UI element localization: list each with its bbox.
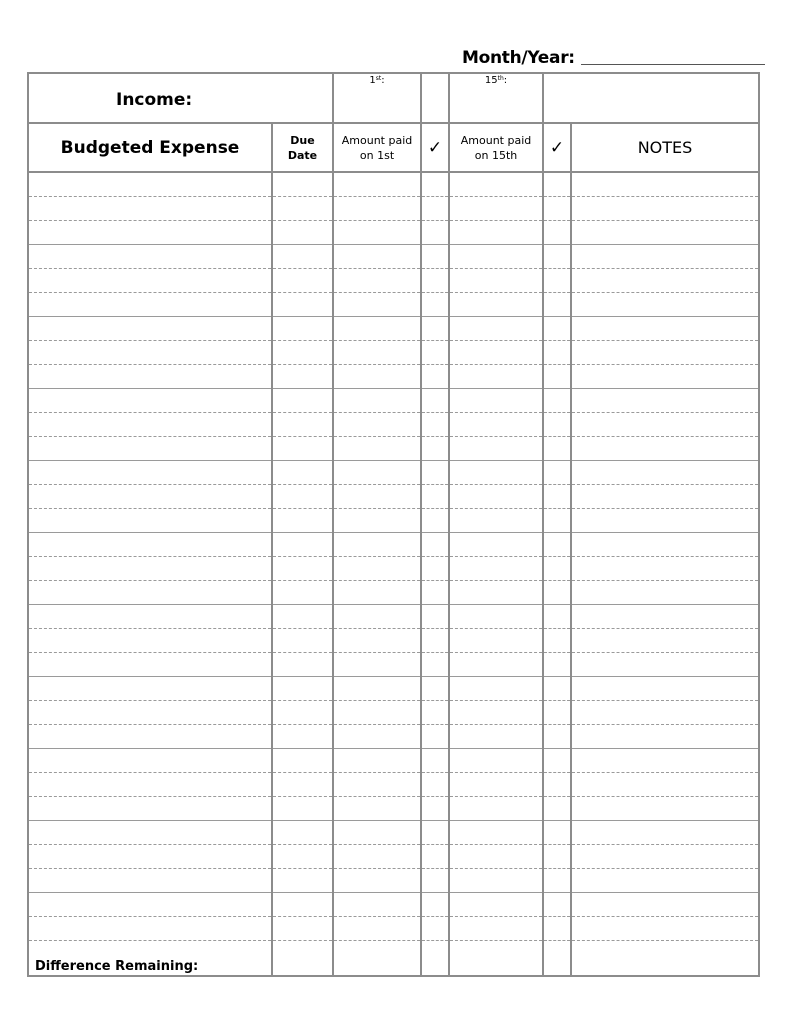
income-first-colon: :	[381, 75, 385, 86]
amount-1st-cell[interactable]	[333, 772, 421, 796]
check-15th-cell[interactable]	[543, 532, 571, 556]
check-1st-cell[interactable]	[421, 292, 449, 316]
expense-cell[interactable]	[28, 532, 272, 556]
due-date-cell[interactable]	[272, 388, 333, 412]
expense-cell[interactable]	[28, 196, 272, 220]
notes-cell[interactable]	[571, 940, 759, 976]
amount-15th-cell[interactable]	[449, 196, 543, 220]
table-row	[28, 628, 759, 652]
notes-cell[interactable]	[571, 748, 759, 772]
expense-cell[interactable]	[28, 556, 272, 580]
amount-1st-cell[interactable]	[333, 676, 421, 700]
check-1st-cell[interactable]	[421, 868, 449, 892]
check-1st-cell[interactable]	[421, 844, 449, 868]
amount-15th-cell[interactable]	[449, 580, 543, 604]
due-date-cell[interactable]	[272, 412, 333, 436]
expense-cell[interactable]	[28, 484, 272, 508]
expense-cell[interactable]	[28, 628, 272, 652]
due-date-cell[interactable]	[272, 604, 333, 628]
check-1st-cell[interactable]	[421, 940, 449, 976]
notes-cell[interactable]	[571, 604, 759, 628]
due-date-cell[interactable]	[272, 724, 333, 748]
table-row	[28, 820, 759, 844]
check-1st-cell[interactable]	[421, 316, 449, 340]
notes-cell[interactable]	[571, 652, 759, 676]
check-1st-cell[interactable]	[421, 532, 449, 556]
notes-cell[interactable]	[571, 244, 759, 268]
amount-15th-cell[interactable]	[449, 772, 543, 796]
due-date-cell[interactable]	[272, 508, 333, 532]
due-date-cell[interactable]	[272, 676, 333, 700]
income-first-suffix: st	[375, 75, 382, 82]
due-date-cell[interactable]	[272, 340, 333, 364]
check-15th-cell[interactable]	[543, 820, 571, 844]
expense-cell[interactable]	[28, 772, 272, 796]
check-15th-cell[interactable]	[543, 412, 571, 436]
table-row	[28, 292, 759, 316]
amount-1st-cell[interactable]	[333, 532, 421, 556]
check-15th-cell[interactable]	[543, 268, 571, 292]
check-1st-cell[interactable]	[421, 244, 449, 268]
amount-15th-cell[interactable]	[449, 940, 543, 976]
check-15th-cell[interactable]	[543, 724, 571, 748]
check-1st-cell[interactable]	[421, 364, 449, 388]
due-date-cell[interactable]	[272, 172, 333, 196]
col-budgeted-expense: Budgeted Expense	[28, 123, 272, 172]
due-date-cell[interactable]	[272, 868, 333, 892]
check-15th-cell[interactable]	[543, 436, 571, 460]
income-label: Income:	[116, 90, 193, 110]
col-amount-paid-1st	[333, 123, 421, 172]
amount-15th-cell[interactable]	[449, 460, 543, 484]
table-row	[28, 796, 759, 820]
amount-15th-cell[interactable]	[449, 916, 543, 940]
due-date-cell[interactable]	[272, 580, 333, 604]
expense-cell[interactable]	[28, 268, 272, 292]
check-15th-cell[interactable]	[543, 556, 571, 580]
table-row	[28, 724, 759, 748]
check-1st-cell[interactable]	[421, 460, 449, 484]
check-15th-cell[interactable]	[543, 796, 571, 820]
check-15th-cell[interactable]	[543, 388, 571, 412]
amount-15th-cell[interactable]	[449, 436, 543, 460]
amount-15th-cell[interactable]	[449, 868, 543, 892]
income-fifteenth-colon: :	[503, 75, 508, 86]
table-row	[28, 484, 759, 508]
check-1st-cell[interactable]	[421, 268, 449, 292]
amount-15th-cell[interactable]	[449, 796, 543, 820]
check-15th-cell[interactable]	[543, 508, 571, 532]
due-date-cell[interactable]	[272, 292, 333, 316]
check-15th-cell[interactable]	[543, 196, 571, 220]
notes-cell[interactable]	[571, 316, 759, 340]
due-date-cell[interactable]	[272, 796, 333, 820]
check-15th-cell[interactable]	[543, 604, 571, 628]
amount-15th-cell[interactable]	[449, 820, 543, 844]
table-row	[28, 772, 759, 796]
amount-15th-cell[interactable]	[449, 364, 543, 388]
check-15th-cell[interactable]	[543, 748, 571, 772]
notes-cell[interactable]	[571, 772, 759, 796]
col-amount-paid-15th	[449, 123, 543, 172]
expense-cell[interactable]	[28, 892, 272, 916]
amount-15th-cell[interactable]	[449, 292, 543, 316]
amount-15th-cell[interactable]	[449, 700, 543, 724]
amount-1st-cell[interactable]	[333, 796, 421, 820]
check-1st-cell[interactable]	[421, 796, 449, 820]
check-15th-cell[interactable]	[543, 652, 571, 676]
notes-cell[interactable]	[571, 412, 759, 436]
amount-1st-cell[interactable]	[333, 652, 421, 676]
check-15th-cell[interactable]	[543, 844, 571, 868]
amount-1st-cell[interactable]	[333, 628, 421, 652]
income-spacer-cell	[421, 73, 449, 123]
expense-cell[interactable]	[28, 292, 272, 316]
month-year-field	[462, 44, 765, 68]
expense-cell[interactable]	[28, 340, 272, 364]
col-notes: NOTES	[571, 123, 759, 172]
check-15th-cell[interactable]	[543, 868, 571, 892]
table-row	[28, 748, 759, 772]
difference-row	[28, 940, 759, 976]
amount-1st-cell[interactable]	[333, 940, 421, 976]
notes-cell[interactable]	[571, 676, 759, 700]
amount-15th-cell[interactable]	[449, 316, 543, 340]
notes-cell[interactable]	[571, 580, 759, 604]
amount-15th-cell[interactable]	[449, 484, 543, 508]
check-15th-cell[interactable]	[543, 484, 571, 508]
notes-cell[interactable]	[571, 292, 759, 316]
col-amount-paid-15th-line1: Amount paid	[460, 133, 532, 147]
notes-cell[interactable]	[571, 388, 759, 412]
due-date-cell[interactable]	[272, 844, 333, 868]
check-1st-cell[interactable]	[421, 484, 449, 508]
check-1st-cell[interactable]	[421, 820, 449, 844]
amount-15th-cell[interactable]	[449, 532, 543, 556]
check-mark-icon: ✓	[421, 123, 449, 172]
amount-15th-cell[interactable]	[449, 652, 543, 676]
check-1st-cell[interactable]	[421, 508, 449, 532]
expense-cell[interactable]	[28, 604, 272, 628]
expense-cell[interactable]	[28, 412, 272, 436]
expense-cell[interactable]	[28, 700, 272, 724]
notes-cell[interactable]	[571, 868, 759, 892]
table-row	[28, 412, 759, 436]
due-date-cell[interactable]	[272, 460, 333, 484]
table-row	[28, 676, 759, 700]
table-row	[28, 532, 759, 556]
difference-remaining-label: Difference Remaining:	[28, 940, 272, 976]
check-1st-cell[interactable]	[421, 220, 449, 244]
amount-1st-cell[interactable]	[333, 604, 421, 628]
check-15th-cell[interactable]	[543, 676, 571, 700]
col-amount-paid-1st-line2: on 1st	[359, 148, 395, 162]
table-row	[28, 700, 759, 724]
check-15th-cell[interactable]	[543, 220, 571, 244]
col-due-date-line2: Date	[287, 148, 318, 162]
notes-cell[interactable]	[571, 484, 759, 508]
amount-1st-cell[interactable]	[333, 196, 421, 220]
due-date-cell[interactable]	[272, 220, 333, 244]
check-1st-cell[interactable]	[421, 604, 449, 628]
notes-cell[interactable]	[571, 268, 759, 292]
amount-1st-cell[interactable]	[333, 844, 421, 868]
amount-1st-cell[interactable]	[333, 220, 421, 244]
table-row	[28, 580, 759, 604]
notes-cell[interactable]	[571, 196, 759, 220]
check-15th-cell[interactable]	[543, 772, 571, 796]
notes-cell[interactable]	[571, 844, 759, 868]
expense-cell[interactable]	[28, 220, 272, 244]
check-1st-cell[interactable]	[421, 340, 449, 364]
amount-1st-cell[interactable]	[333, 916, 421, 940]
income-row	[28, 73, 759, 123]
notes-cell[interactable]	[571, 916, 759, 940]
col-due-date-line1: Due	[290, 133, 315, 147]
check-15th-cell[interactable]	[543, 700, 571, 724]
due-date-cell[interactable]	[272, 556, 333, 580]
due-date-cell[interactable]	[272, 484, 333, 508]
check-1st-cell[interactable]	[421, 772, 449, 796]
due-date-cell[interactable]	[272, 268, 333, 292]
expense-cell[interactable]	[28, 916, 272, 940]
amount-1st-cell[interactable]	[333, 892, 421, 916]
check-15th-cell[interactable]	[543, 892, 571, 916]
income-fifteenth-label	[450, 75, 542, 87]
amount-15th-cell[interactable]	[449, 268, 543, 292]
check-15th-cell[interactable]	[543, 460, 571, 484]
notes-cell[interactable]	[571, 220, 759, 244]
check-15th-cell[interactable]	[543, 628, 571, 652]
amount-15th-cell[interactable]	[449, 724, 543, 748]
table-row	[28, 436, 759, 460]
table-row	[28, 364, 759, 388]
due-date-cell[interactable]	[272, 628, 333, 652]
income-first-cell[interactable]	[333, 73, 421, 123]
month-year-input-line[interactable]	[581, 64, 765, 65]
amount-1st-cell[interactable]	[333, 172, 421, 196]
check-1st-cell[interactable]	[421, 580, 449, 604]
expense-cell[interactable]	[28, 244, 272, 268]
due-date-cell[interactable]	[272, 436, 333, 460]
table-row	[28, 244, 759, 268]
income-extra-cell[interactable]	[543, 73, 759, 123]
amount-1st-cell[interactable]	[333, 364, 421, 388]
amount-15th-cell[interactable]	[449, 244, 543, 268]
column-header-row	[28, 123, 759, 172]
amount-1st-cell[interactable]	[333, 868, 421, 892]
check-15th-cell[interactable]	[543, 916, 571, 940]
amount-1st-cell[interactable]	[333, 268, 421, 292]
notes-cell[interactable]	[571, 820, 759, 844]
check-1st-cell[interactable]	[421, 700, 449, 724]
notes-cell[interactable]	[571, 556, 759, 580]
income-first-label	[334, 75, 420, 87]
notes-cell[interactable]	[571, 796, 759, 820]
amount-1st-cell[interactable]	[333, 244, 421, 268]
table-row	[28, 868, 759, 892]
expense-cell[interactable]	[28, 172, 272, 196]
table-row	[28, 388, 759, 412]
due-date-cell[interactable]	[272, 364, 333, 388]
due-date-cell[interactable]	[272, 748, 333, 772]
amount-1st-cell[interactable]	[333, 316, 421, 340]
notes-cell[interactable]	[571, 364, 759, 388]
table-row	[28, 652, 759, 676]
check-15th-cell[interactable]	[543, 580, 571, 604]
expense-cell[interactable]	[28, 388, 272, 412]
amount-15th-cell[interactable]	[449, 748, 543, 772]
amount-15th-cell[interactable]	[449, 556, 543, 580]
amount-15th-cell[interactable]	[449, 388, 543, 412]
amount-15th-cell[interactable]	[449, 412, 543, 436]
amount-1st-cell[interactable]	[333, 580, 421, 604]
amount-15th-cell[interactable]	[449, 844, 543, 868]
check-1st-cell[interactable]	[421, 436, 449, 460]
amount-1st-cell[interactable]	[333, 724, 421, 748]
amount-15th-cell[interactable]	[449, 340, 543, 364]
due-date-cell[interactable]	[272, 892, 333, 916]
check-15th-cell[interactable]	[543, 172, 571, 196]
amount-15th-cell[interactable]	[449, 676, 543, 700]
notes-cell[interactable]	[571, 508, 759, 532]
check-1st-cell[interactable]	[421, 748, 449, 772]
notes-cell[interactable]	[571, 628, 759, 652]
due-date-cell[interactable]	[272, 196, 333, 220]
due-date-cell[interactable]	[272, 820, 333, 844]
table-row	[28, 268, 759, 292]
check-1st-cell[interactable]	[421, 916, 449, 940]
table-row	[28, 316, 759, 340]
check-15th-cell[interactable]	[543, 316, 571, 340]
check-1st-cell[interactable]	[421, 676, 449, 700]
budget-table	[27, 72, 760, 977]
table-row	[28, 916, 759, 940]
table-row	[28, 460, 759, 484]
check-1st-cell[interactable]	[421, 892, 449, 916]
expense-cell[interactable]	[28, 796, 272, 820]
expense-cell[interactable]	[28, 652, 272, 676]
expense-cell[interactable]	[28, 364, 272, 388]
income-fifteenth-cell[interactable]	[449, 73, 543, 123]
notes-cell[interactable]	[571, 532, 759, 556]
income-fifteenth-number: 15	[484, 75, 498, 86]
check-1st-cell[interactable]	[421, 388, 449, 412]
income-label-cell	[28, 73, 333, 123]
amount-1st-cell[interactable]	[333, 748, 421, 772]
expense-cell[interactable]	[28, 820, 272, 844]
amount-1st-cell[interactable]	[333, 388, 421, 412]
check-1st-cell[interactable]	[421, 196, 449, 220]
amount-1st-cell[interactable]	[333, 508, 421, 532]
table-row	[28, 604, 759, 628]
check-1st-cell[interactable]	[421, 652, 449, 676]
col-amount-paid-15th-line2: on 15th	[474, 148, 518, 162]
expense-cell[interactable]	[28, 460, 272, 484]
amount-1st-cell[interactable]	[333, 292, 421, 316]
check-1st-cell[interactable]	[421, 628, 449, 652]
amount-1st-cell[interactable]	[333, 340, 421, 364]
notes-cell[interactable]	[571, 460, 759, 484]
amount-15th-cell[interactable]	[449, 508, 543, 532]
table-row	[28, 340, 759, 364]
check-15th-cell[interactable]	[543, 244, 571, 268]
due-date-cell[interactable]	[272, 916, 333, 940]
amount-1st-cell[interactable]	[333, 820, 421, 844]
check-15th-cell[interactable]	[543, 940, 571, 976]
amount-15th-cell[interactable]	[449, 220, 543, 244]
due-date-cell[interactable]	[272, 244, 333, 268]
income-first-number: 1	[369, 75, 376, 86]
notes-cell[interactable]	[571, 700, 759, 724]
table-row	[28, 196, 759, 220]
check-mark-icon: ✓	[543, 123, 571, 172]
income-fifteenth-suffix: th	[497, 75, 504, 82]
notes-cell[interactable]	[571, 436, 759, 460]
expense-cell[interactable]	[28, 748, 272, 772]
table-row	[28, 172, 759, 196]
amount-15th-cell[interactable]	[449, 604, 543, 628]
table-row	[28, 508, 759, 532]
amount-15th-cell[interactable]	[449, 172, 543, 196]
table-row	[28, 844, 759, 868]
check-15th-cell[interactable]	[543, 292, 571, 316]
check-1st-cell[interactable]	[421, 412, 449, 436]
check-1st-cell[interactable]	[421, 172, 449, 196]
col-amount-paid-1st-line1: Amount paid	[341, 133, 413, 147]
expense-cell[interactable]	[28, 844, 272, 868]
amount-15th-cell[interactable]	[449, 628, 543, 652]
amount-15th-cell[interactable]	[449, 892, 543, 916]
amount-1st-cell[interactable]	[333, 556, 421, 580]
expense-cell[interactable]	[28, 724, 272, 748]
month-year-label: Month/Year:	[462, 48, 575, 68]
expense-cell[interactable]	[28, 316, 272, 340]
check-15th-cell[interactable]	[543, 340, 571, 364]
due-date-cell[interactable]	[272, 772, 333, 796]
expense-cell[interactable]	[28, 436, 272, 460]
notes-cell[interactable]	[571, 340, 759, 364]
table-row	[28, 220, 759, 244]
due-date-cell[interactable]	[272, 316, 333, 340]
amount-1st-cell[interactable]	[333, 700, 421, 724]
table-row	[28, 892, 759, 916]
notes-cell[interactable]	[571, 892, 759, 916]
due-date-cell[interactable]	[272, 940, 333, 976]
check-1st-cell[interactable]	[421, 724, 449, 748]
expense-cell[interactable]	[28, 580, 272, 604]
amount-1st-cell[interactable]	[333, 412, 421, 436]
expense-cell[interactable]	[28, 508, 272, 532]
due-date-cell[interactable]	[272, 700, 333, 724]
check-1st-cell[interactable]	[421, 556, 449, 580]
notes-cell[interactable]	[571, 172, 759, 196]
amount-1st-cell[interactable]	[333, 460, 421, 484]
table-row	[28, 556, 759, 580]
check-15th-cell[interactable]	[543, 364, 571, 388]
amount-1st-cell[interactable]	[333, 436, 421, 460]
amount-1st-cell[interactable]	[333, 484, 421, 508]
notes-cell[interactable]	[571, 724, 759, 748]
expense-cell[interactable]	[28, 676, 272, 700]
due-date-cell[interactable]	[272, 532, 333, 556]
due-date-cell[interactable]	[272, 652, 333, 676]
expense-cell[interactable]	[28, 868, 272, 892]
col-due-date	[272, 123, 333, 172]
